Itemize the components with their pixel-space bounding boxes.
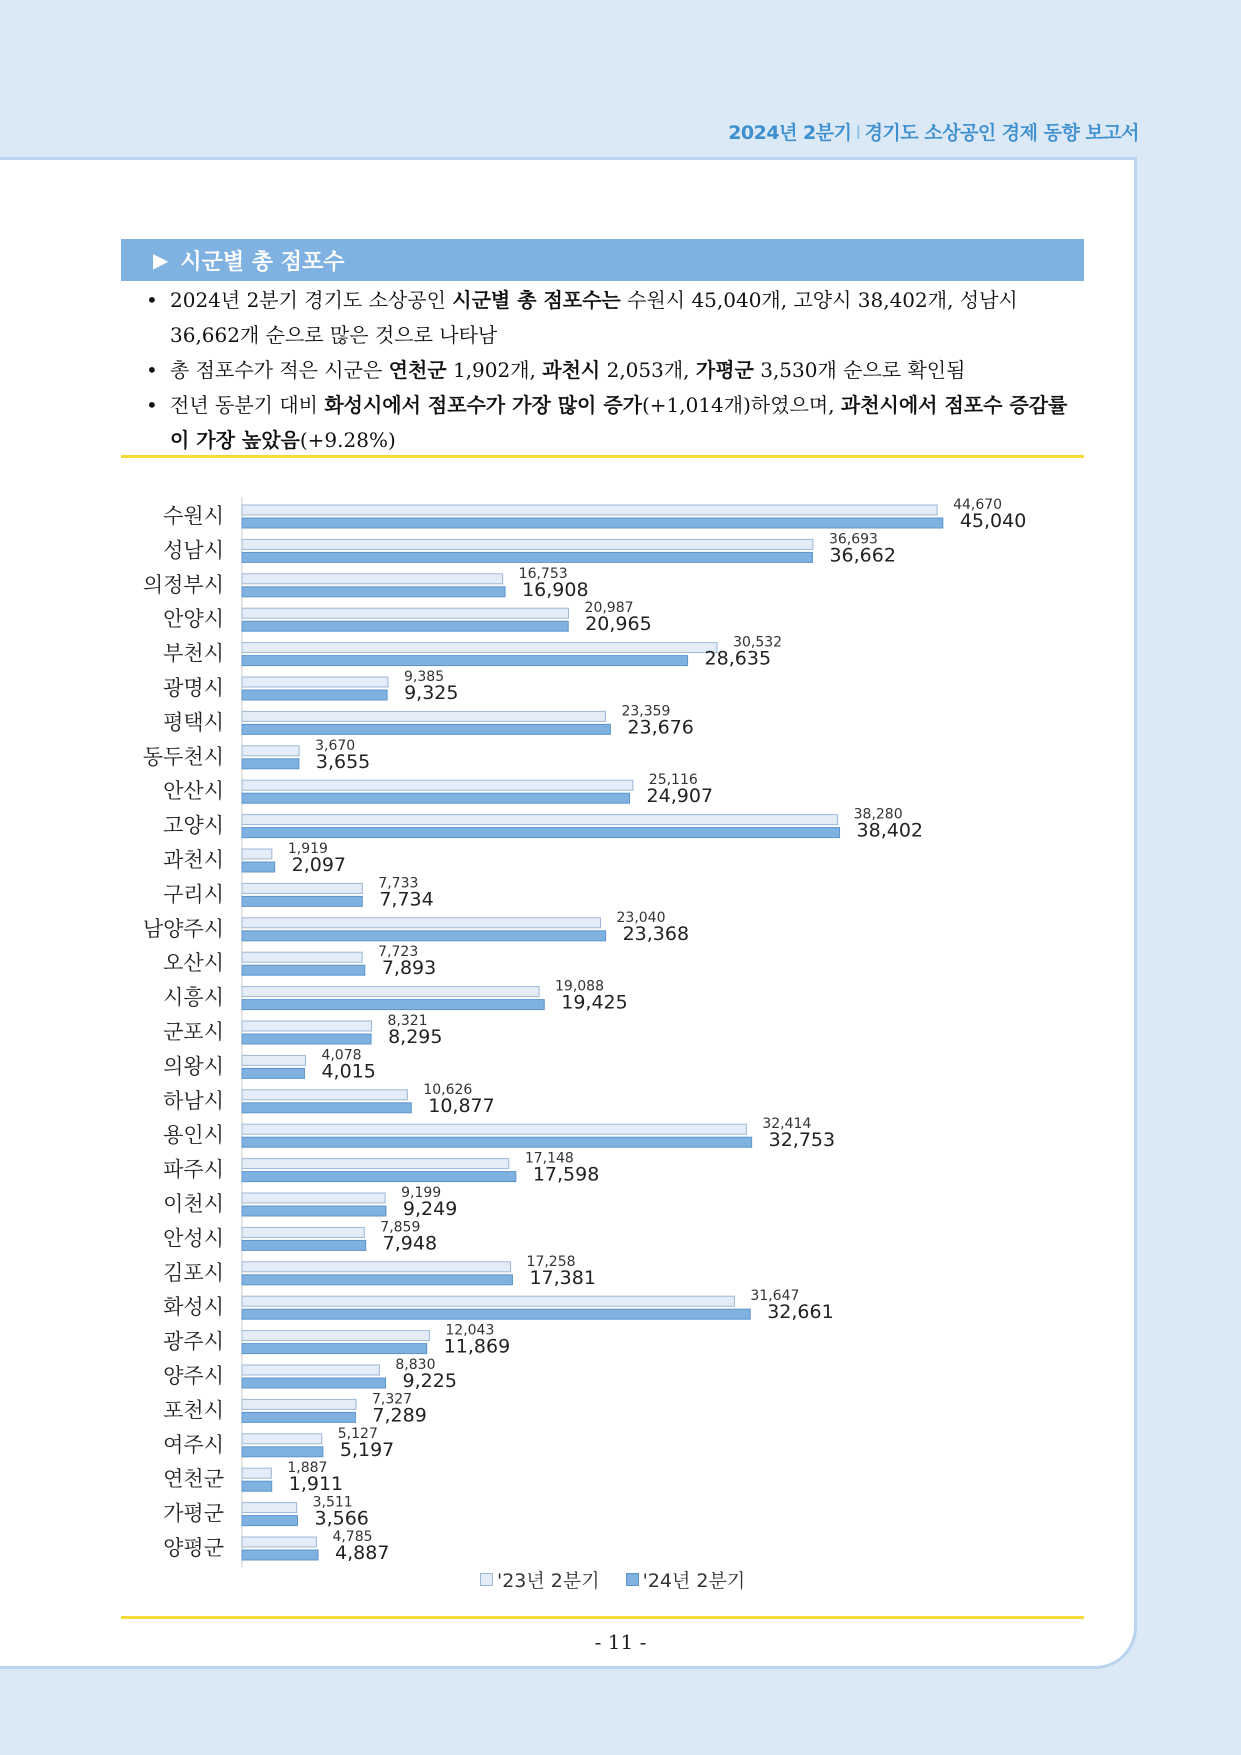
section-heading	[121, 239, 1084, 281]
value-label-2023: 25,116	[648, 772, 698, 789]
value-label-2023: 8,321	[387, 1013, 428, 1029]
category-label: 포천시	[163, 1398, 224, 1423]
bullet-bold-text: 시군별 총 점포수는	[452, 288, 621, 312]
category-label: 동두천시	[142, 744, 224, 769]
value-label-2023: 17,258	[526, 1253, 576, 1270]
bullet-bold-text: 과천시에서 점포수 증감률이 가장 높았음	[170, 393, 1068, 452]
bar-2023	[242, 1503, 297, 1513]
bar-2024	[242, 1000, 544, 1010]
bar-2023	[242, 987, 539, 997]
bar-2024	[242, 896, 362, 906]
value-label-2024: 17,598	[532, 1163, 600, 1186]
category-label: 여주시	[163, 1432, 224, 1457]
value-label-2024: 19,425	[561, 991, 628, 1014]
bar-2024	[242, 1309, 750, 1319]
value-label-2023: 3,670	[315, 737, 356, 754]
bar-2024	[242, 793, 630, 803]
bar-2024	[242, 965, 365, 975]
value-label-2023: 23,040	[616, 909, 666, 926]
bar-2023	[242, 1227, 364, 1237]
category-label: 파주시	[163, 1157, 224, 1182]
bar-2023	[242, 711, 605, 721]
title-separator: I	[855, 122, 861, 144]
bar-2024	[242, 1378, 386, 1388]
bar-2023	[242, 643, 717, 653]
category-label: 하남시	[163, 1088, 224, 1113]
bar-2023	[242, 574, 503, 584]
value-label-2023: 32,414	[762, 1116, 812, 1133]
value-label-2024: 11,869	[443, 1335, 511, 1358]
legend-swatch-2023	[480, 1573, 493, 1586]
bar-2024	[242, 621, 568, 631]
bar-2024	[242, 1447, 323, 1457]
value-label-2023: 1,887	[287, 1460, 328, 1477]
value-label-2023: 23,359	[621, 703, 671, 720]
bar-2023	[242, 1331, 429, 1341]
bar-2023	[242, 883, 362, 893]
page-number: - 11 -	[594, 1630, 647, 1654]
bar-2024	[242, 1412, 355, 1422]
value-label-2023: 20,987	[584, 600, 634, 617]
category-label: 안산시	[163, 779, 224, 804]
bullet-dot-icon: •	[146, 358, 158, 382]
category-label: 의정부시	[142, 572, 224, 597]
category-label: 안성시	[163, 1226, 224, 1251]
report-period: 2024년 2분기	[728, 122, 852, 144]
bar-2023	[242, 1055, 305, 1065]
value-label-2023: 12,043	[445, 1322, 495, 1339]
value-label-2023: 4,078	[321, 1047, 362, 1064]
bullet-item	[138, 388, 1073, 458]
bar-2024	[242, 828, 840, 838]
category-label: 성남시	[163, 538, 224, 563]
bar-2024	[242, 656, 688, 666]
value-label-2024: 24,907	[646, 785, 714, 808]
bar-2024	[242, 587, 505, 597]
bar-2024	[242, 862, 275, 872]
bar-2023	[242, 1296, 734, 1306]
value-label-2024: 4,887	[335, 1542, 390, 1564]
value-label-2023: 8,830	[395, 1357, 436, 1373]
value-label-2024: 4,015	[321, 1060, 376, 1083]
value-label-2024: 7,734	[379, 888, 434, 911]
value-label-2023: 16,753	[518, 565, 568, 582]
value-label-2023: 7,327	[372, 1391, 413, 1408]
category-label: 군포시	[163, 1020, 224, 1044]
bar-2024	[242, 1137, 752, 1147]
legend-label-2023: '23년 2분기	[497, 1570, 600, 1592]
value-label-2024: 10,877	[428, 1094, 495, 1117]
value-label-2024: 32,753	[768, 1129, 836, 1152]
legend-item-2023	[480, 1566, 600, 1593]
bar-2024	[242, 1550, 318, 1560]
chart-legend	[480, 1566, 745, 1593]
bar-2024	[242, 1034, 371, 1044]
bar-2024	[242, 690, 387, 700]
bar-2023	[242, 505, 937, 515]
bullet-dot-icon: •	[146, 393, 158, 417]
value-label-2024: 7,893	[381, 957, 437, 980]
category-label: 광명시	[163, 676, 224, 700]
section-title: 시군별 총 점포수	[180, 249, 345, 275]
category-label: 용인시	[163, 1123, 224, 1148]
value-label-2024: 7,948	[382, 1232, 438, 1255]
value-label-2023: 17,148	[524, 1150, 574, 1167]
summary-bullets	[138, 283, 1073, 458]
bar-2023	[242, 1399, 356, 1409]
value-label-2024: 1,911	[288, 1473, 344, 1496]
bar-2023	[242, 1193, 385, 1203]
value-label-2024: 45,040	[959, 510, 1027, 532]
category-label: 화성시	[163, 1295, 224, 1320]
bar-2024	[242, 1344, 427, 1354]
bar-2023	[242, 1021, 371, 1031]
bullet-bold-text: 과천시	[542, 358, 601, 382]
value-label-2023: 7,859	[380, 1219, 421, 1236]
bullet-text: 3,530개 순으로 확인됨	[753, 358, 966, 382]
bar-2023	[242, 849, 272, 859]
value-label-2024: 23,676	[627, 716, 694, 739]
value-label-2023: 9,199	[401, 1185, 442, 1201]
value-label-2024: 38,402	[856, 819, 924, 842]
bar-2023	[242, 1262, 511, 1272]
bar-2023	[242, 677, 388, 687]
value-label-2024: 20,965	[585, 613, 652, 636]
bar-2024	[242, 1068, 304, 1078]
value-label-2023: 1,919	[287, 841, 328, 857]
legend-item-2024	[626, 1566, 746, 1593]
value-label-2024: 17,381	[529, 1266, 596, 1289]
bar-chart-svg	[0, 490, 1241, 1610]
bullet-text: 전년 동분기 대비	[170, 393, 325, 417]
category-label: 수원시	[163, 504, 224, 528]
bar-2023	[242, 1124, 746, 1134]
bullet-text: 1,902개,	[446, 358, 543, 382]
category-label: 연천군	[163, 1467, 224, 1492]
bullet-text: 총 점포수가 적은 시군은	[170, 358, 389, 382]
legend-label-2024: '24년 2분기	[642, 1570, 746, 1592]
bar-2024	[242, 1240, 366, 1250]
value-label-2023: 10,626	[423, 1081, 473, 1098]
bar-2024	[242, 552, 812, 562]
bar-2024	[242, 1516, 297, 1526]
category-label: 김포시	[163, 1260, 224, 1285]
triangle-icon: ▶	[153, 248, 169, 272]
bar-2024	[242, 518, 943, 528]
bar-2023	[242, 1434, 322, 1444]
bullet-bold-text: 화성시에서 점포수가 가장 많이 증가	[324, 393, 642, 417]
value-label-2023: 7,723	[378, 944, 419, 961]
bullet-text: (+1,014개)하였으며,	[641, 393, 841, 417]
bar-2024	[242, 1103, 411, 1113]
value-label-2023: 5,127	[337, 1425, 378, 1442]
category-label: 고양시	[163, 813, 224, 838]
bar-2023	[242, 1537, 316, 1547]
bar-2023	[242, 1159, 509, 1169]
store-count-chart	[0, 490, 1241, 1610]
bar-2023	[242, 952, 362, 962]
value-label-2024: 36,662	[829, 544, 896, 567]
bullet-bold-text: 가평군	[695, 358, 754, 382]
bar-2024	[242, 1481, 272, 1491]
category-label: 구리시	[163, 882, 224, 907]
legend-swatch-2024	[626, 1573, 639, 1586]
bar-2023	[242, 1468, 271, 1478]
value-label-2023: 36,693	[828, 531, 878, 548]
category-label: 양주시	[163, 1364, 224, 1388]
bullet-item	[138, 283, 1073, 353]
value-label-2024: 28,635	[704, 647, 772, 670]
value-label-2024: 3,655	[315, 750, 371, 773]
report-name: 경기도 소상공인 경제 동향 보고서	[864, 122, 1139, 144]
category-label: 시흥시	[163, 985, 224, 1010]
category-label: 광주시	[163, 1329, 224, 1354]
category-label: 안양시	[163, 607, 224, 632]
value-label-2023: 4,785	[332, 1529, 373, 1545]
bar-2024	[242, 931, 606, 941]
bar-2023	[242, 746, 299, 756]
value-label-2024: 2,097	[291, 854, 347, 876]
category-label: 의왕시	[163, 1054, 224, 1079]
value-label-2024: 23,368	[622, 922, 690, 945]
bar-2023	[242, 815, 838, 825]
value-label-2023: 31,647	[750, 1288, 800, 1305]
value-label-2023: 38,280	[853, 806, 903, 823]
value-label-2024: 3,566	[314, 1507, 369, 1530]
bullet-dot-icon: •	[146, 288, 158, 312]
bullet-text: 수원시 45,040개, 고양시 38,402개, 성남시 36,662개 순으로 많은 것으로 나타남	[170, 288, 1018, 347]
category-label: 오산시	[163, 951, 224, 976]
category-label: 남양주시	[142, 916, 224, 941]
bottom-divider	[121, 1616, 1084, 1619]
bullet-text: 2,053개,	[600, 358, 696, 382]
report-title	[728, 118, 1139, 145]
value-label-2024: 16,908	[522, 578, 589, 601]
bullet-text: 2024년 2분기 경기도 소상공인	[170, 288, 453, 312]
category-label: 이천시	[163, 1192, 224, 1216]
bullet-text: (+9.28%)	[299, 428, 396, 452]
bar-2024	[242, 1275, 512, 1285]
value-label-2023: 3,511	[312, 1494, 353, 1511]
value-label-2024: 5,197	[339, 1438, 395, 1461]
value-label-2024: 9,325	[404, 682, 459, 704]
bullet-bold-text: 연천군	[388, 358, 447, 382]
value-label-2023: 7,733	[378, 875, 419, 892]
bar-2024	[242, 1206, 386, 1216]
value-label-2024: 9,249	[402, 1198, 458, 1220]
category-label: 평택시	[163, 710, 224, 735]
category-label: 과천시	[163, 848, 224, 872]
bar-2023	[242, 780, 633, 790]
category-label: 가평군	[163, 1501, 224, 1526]
bar-2023	[242, 608, 569, 618]
value-label-2023: 30,532	[733, 634, 783, 651]
bar-2023	[242, 1365, 379, 1375]
category-label: 양평군	[163, 1536, 224, 1560]
category-label: 부천시	[163, 641, 224, 666]
value-label-2024: 7,289	[372, 1404, 427, 1427]
value-label-2024: 32,661	[767, 1301, 834, 1324]
value-label-2023: 9,385	[404, 669, 445, 685]
bar-2023	[242, 1090, 407, 1100]
value-label-2024: 9,225	[402, 1370, 457, 1392]
bar-2023	[242, 918, 601, 928]
bullet-item	[138, 353, 1073, 388]
bar-2024	[242, 1172, 516, 1182]
bar-2023	[242, 539, 813, 549]
value-label-2023: 19,088	[555, 978, 605, 995]
bar-2024	[242, 759, 299, 769]
value-label-2023: 44,670	[953, 497, 1003, 513]
bar-2024	[242, 724, 610, 734]
value-label-2024: 8,295	[388, 1026, 443, 1048]
top-divider	[121, 455, 1084, 458]
